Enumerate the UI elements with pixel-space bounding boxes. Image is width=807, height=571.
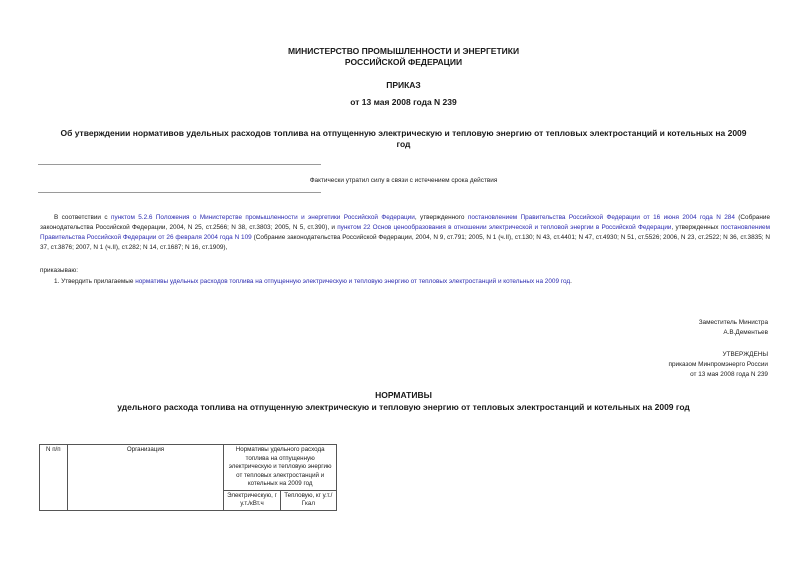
preamble-text-4: , утвержденных — [671, 224, 721, 231]
signature-position: Заместитель Министра — [698, 319, 768, 326]
order-heading: ПРИКАЗ — [386, 80, 421, 90]
approval-block — [669, 350, 768, 380]
link-pricing-basics-clause[interactable]: пунктом 22 Основ ценообразования в отношении электрической и тепловой энергии в Российской Федерации — [337, 224, 672, 231]
item-1-text: 1. Утвердить прилагаемые — [54, 278, 136, 285]
norms-table — [39, 444, 337, 511]
item-1-end: . — [570, 278, 572, 285]
document-title — [40, 128, 767, 150]
preamble-text-3: (Собрание законодательства Российской Федерации, 2004, N 25, ст.2566; N 38, ст.3803; 2005, N 5, ст.390), и — [40, 214, 771, 231]
order-date: от 13 мая 2008 года N 239 — [350, 97, 457, 107]
approval-line-2: приказом Минпромэнерго России — [668, 361, 768, 368]
status-note: Фактически утратил силу в связи с истечением срока действия — [309, 177, 498, 184]
link-fuel-norms[interactable]: нормативы удельных расходов топлива на отпущенную электрическую и тепловую энергию от тепловых электростанций и котельных на 2009 год — [135, 278, 571, 285]
header-number: N п/п — [40, 445, 68, 511]
ministry-line-2: РОССИЙСКОЙ ФЕДЕРАЦИИ — [344, 56, 463, 67]
link-regulation-clause[interactable]: пунктом 5.2.6 Положения о Министерстве промышленности и энергетики Российской Федерации — [110, 214, 415, 221]
item-1 — [54, 277, 770, 287]
signature-block — [699, 318, 768, 338]
link-government-decree-284[interactable]: постановлением Правительства Российской Федерации от 16 июня 2004 года N 284 — [467, 214, 735, 221]
signature-name: А.В.Дементьев — [723, 329, 768, 336]
subheader-heat: Тепловую, кг у.т./Гкал — [280, 490, 336, 510]
norms-subtitle: удельного расхода топлива на отпущенную электрическую и тепловую энергию от тепловых электростанций и котельных на 2009 год — [117, 402, 690, 412]
subheader-electric: Электрическую, г у.т./кВт.ч — [224, 490, 280, 510]
header-norms: Нормативы удельного расхода топлива на отпущенную электрическую и тепловую энергию от тепловых электростанций и котельных на 2009 год — [224, 445, 337, 491]
divider-top — [38, 164, 321, 165]
ministry-heading — [0, 46, 807, 67]
ministry-line-1: МИНИСТЕРСТВО ПРОМЫШЛЕННОСТИ И ЭНЕРГЕТИКИ — [287, 46, 520, 56]
link-government-decree-109[interactable]: постановлением Правительства Российской Федерации от 26 февраля 2004 года N 109 — [40, 224, 770, 241]
divider-bottom — [38, 192, 321, 193]
document-title-line-1: Об утверждении нормативов удельных расходов топлива на отпущенную электрическую и тепловую энергию от тепловых электростанций и котельных на 2009 — [60, 128, 747, 138]
header-organization: Организация — [67, 445, 224, 511]
preamble-text-1: В соответствии с — [54, 214, 111, 221]
approval-line-3: от 13 мая 2008 года N 239 — [690, 371, 768, 378]
preamble-text-2: , утвержденного — [414, 214, 468, 221]
table-header-row — [40, 445, 337, 491]
document-title-line-2: год — [396, 139, 411, 149]
preamble-text-5: (Собрание законодательства Российской Федерации, 2004, N 9, ст.791; 2005, N 1 (ч.II), ст.130; N 43, ст.4401; N 47, ст.4930; N 51, ст.5526; 2006, N 23, ст.2522; N 36, ст.3835; N 37, ст.3876; 2007, N 1 (ч.II), ст.282; N 14, ст.1687; N 16, ст.1909), — [40, 234, 770, 251]
preamble-paragraph — [40, 213, 770, 253]
approval-line-1: УТВЕРЖДЕНЫ — [722, 351, 768, 358]
norms-title: НОРМАТИВЫ — [375, 390, 432, 400]
order-word: приказываю: — [40, 267, 78, 274]
